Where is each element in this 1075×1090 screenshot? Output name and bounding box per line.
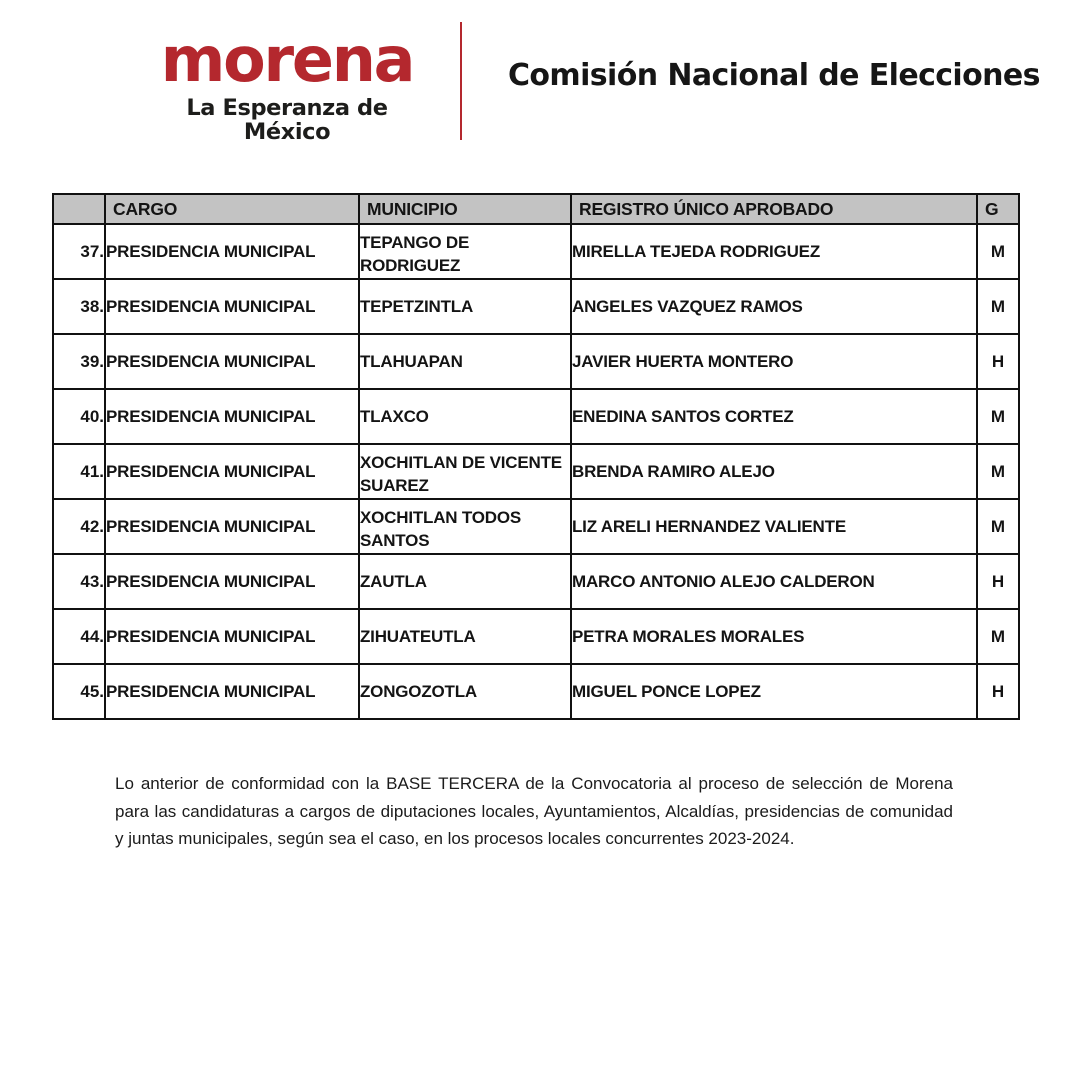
row-registro: ENEDINA SANTOS CORTEZ	[571, 389, 977, 444]
row-municipio: TLAHUAPAN	[359, 334, 571, 389]
row-genero: M	[977, 499, 1019, 554]
row-genero: M	[977, 224, 1019, 279]
table-body	[53, 224, 1019, 719]
row-genero: H	[977, 554, 1019, 609]
table-header-row	[53, 194, 1019, 224]
row-index: 42.	[53, 499, 105, 554]
row-registro: ANGELES VAZQUEZ RAMOS	[571, 279, 977, 334]
document-header	[0, 0, 1075, 160]
row-cargo: PRESIDENCIA MUNICIPAL	[105, 224, 359, 279]
footer-note: Lo anterior de conformidad con la BASE TERCERA de la Convocatoria al proceso de selección de Morena para las candidaturas a cargos de diputaciones locales, Ayuntamientos, Alcaldías, presidencias de comunidad y juntas municipales, según sea el caso, en los procesos locales concurrentes 2023-2024.	[115, 774, 953, 849]
column-header-index	[53, 194, 105, 224]
row-registro: MARCO ANTONIO ALEJO CALDERON	[571, 554, 977, 609]
table-row	[53, 444, 1019, 499]
row-cargo: PRESIDENCIA MUNICIPAL	[105, 499, 359, 554]
column-header-genero: G	[977, 194, 1019, 224]
table-row	[53, 499, 1019, 554]
table-row	[53, 224, 1019, 279]
column-header-municipio: MUNICIPIO	[359, 194, 571, 224]
row-index: 37.	[53, 224, 105, 279]
row-registro: LIZ ARELI HERNANDEZ VALIENTE	[571, 499, 977, 554]
row-index: 44.	[53, 609, 105, 664]
row-index: 39.	[53, 334, 105, 389]
table-row	[53, 664, 1019, 719]
row-index: 40.	[53, 389, 105, 444]
row-index: 45.	[53, 664, 105, 719]
row-cargo: PRESIDENCIA MUNICIPAL	[105, 554, 359, 609]
morena-logo	[152, 23, 422, 146]
table-row	[53, 279, 1019, 334]
row-genero: M	[977, 444, 1019, 499]
row-genero: M	[977, 609, 1019, 664]
row-genero: M	[977, 389, 1019, 444]
row-cargo: PRESIDENCIA MUNICIPAL	[105, 664, 359, 719]
table-row	[53, 554, 1019, 609]
row-cargo: PRESIDENCIA MUNICIPAL	[105, 389, 359, 444]
registro-table	[52, 193, 1020, 720]
row-cargo: PRESIDENCIA MUNICIPAL	[105, 444, 359, 499]
row-municipio: ZIHUATEUTLA	[359, 609, 571, 664]
table-row	[53, 334, 1019, 389]
row-index: 41.	[53, 444, 105, 499]
row-cargo: PRESIDENCIA MUNICIPAL	[105, 334, 359, 389]
table-row	[53, 389, 1019, 444]
row-index: 43.	[53, 554, 105, 609]
row-municipio: TEPETZINTLA	[359, 279, 571, 334]
row-municipio: TLAXCO	[359, 389, 571, 444]
row-genero: M	[977, 279, 1019, 334]
row-index: 38.	[53, 279, 105, 334]
row-cargo: PRESIDENCIA MUNICIPAL	[105, 609, 359, 664]
registro-table-container	[52, 193, 1018, 720]
row-genero: H	[977, 664, 1019, 719]
row-municipio: XOCHITLAN DE VICENTE SUAREZ	[359, 444, 571, 499]
row-registro: BRENDA RAMIRO ALEJO	[571, 444, 977, 499]
table-row	[53, 609, 1019, 664]
column-header-cargo: CARGO	[105, 194, 359, 224]
morena-tagline: La Esperanza de México	[186, 94, 388, 146]
row-municipio: ZONGOZOTLA	[359, 664, 571, 719]
page-title: Comisión Nacional de Elecciones	[508, 58, 1040, 93]
column-header-registro: REGISTRO ÚNICO APROBADO	[571, 194, 977, 224]
row-municipio: TEPANGO DE RODRIGUEZ	[359, 224, 571, 279]
row-municipio: XOCHITLAN TODOS SANTOS	[359, 499, 571, 554]
row-genero: H	[977, 334, 1019, 389]
row-registro: MIRELLA TEJEDA RODRIGUEZ	[571, 224, 977, 279]
row-cargo: PRESIDENCIA MUNICIPAL	[105, 279, 359, 334]
row-registro: JAVIER HUERTA MONTERO	[571, 334, 977, 389]
row-registro: PETRA MORALES MORALES	[571, 609, 977, 664]
morena-wordmark: morena	[160, 23, 414, 96]
header-divider	[460, 22, 462, 140]
row-registro: MIGUEL PONCE LOPEZ	[571, 664, 977, 719]
row-municipio: ZAUTLA	[359, 554, 571, 609]
